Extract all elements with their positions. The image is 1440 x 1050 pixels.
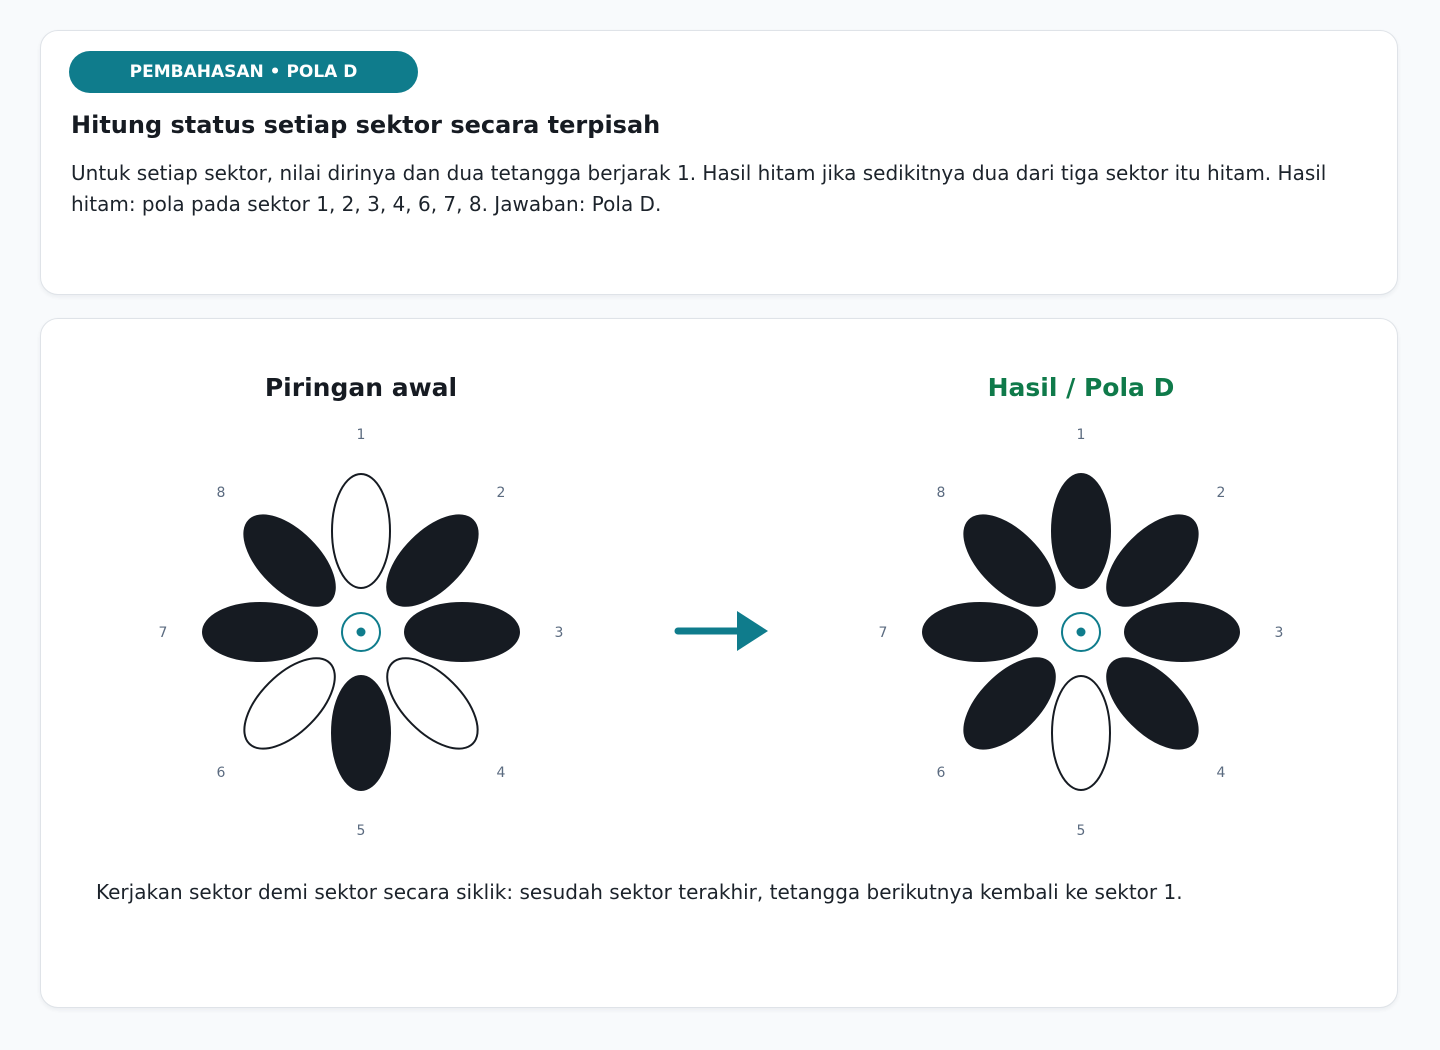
sector-3-label: 3 [1274, 625, 1284, 641]
section-badge: PEMBAHASAN • POLA D [69, 51, 418, 93]
right-arrow-icon [678, 611, 768, 651]
explanation-card [40, 30, 1398, 295]
sector-7-label: 7 [878, 625, 888, 641]
explanation-title: Hitung status setiap sektor secara terpisah [71, 111, 661, 139]
diagram-card [40, 318, 1398, 1008]
center-dot-icon [342, 613, 380, 651]
sector-5-label: 5 [1076, 823, 1086, 839]
sector-4-label: 4 [496, 765, 506, 782]
sector-5-label: 5 [356, 823, 366, 839]
explanation-text: Untuk setiap sektor, nilai dirinya dan dua tetangga berjarak 1. Hasil hitam jika sedikitnya dua dari tiga sektor itu hitam. Hasil hitam: pola pada sektor 1, 2, 3, 4, 6, 7, 8. Jawaban: Pola D. [71, 161, 1327, 216]
sector-3-label: 3 [554, 625, 564, 641]
sector-5-petal [332, 676, 390, 790]
sector-2-label: 2 [496, 484, 506, 501]
sector-7-label: 7 [158, 625, 168, 641]
sector-7-petal [203, 603, 317, 661]
center-dot-icon [1062, 613, 1100, 651]
sector-1-petal [1052, 474, 1110, 588]
disc-title: Piringan awal [264, 373, 458, 402]
sector-1-label: 1 [1076, 427, 1086, 443]
sector-2-label: 2 [1216, 484, 1226, 501]
sector-1-petal [332, 474, 390, 588]
sector-1-label: 1 [356, 427, 366, 443]
disc-initial [159, 373, 564, 839]
sector-7-petal [923, 603, 1037, 661]
sector-8-label: 8 [936, 484, 946, 501]
disc-title: Hasil / Pola D [987, 373, 1175, 402]
sector-3-petal [405, 603, 519, 661]
disc-result [879, 373, 1284, 839]
sector-8-label: 8 [216, 484, 226, 501]
sector-6-label: 6 [936, 765, 946, 782]
sector-5-petal [1052, 676, 1110, 790]
sector-3-petal [1125, 603, 1239, 661]
sector-4-label: 4 [1216, 765, 1226, 782]
footer-note: Kerjakan sektor demi sektor secara siklik: sesudah sektor terakhir, tetangga berikutnya kembali ke sektor 1. [96, 880, 1183, 904]
sector-6-label: 6 [216, 765, 226, 782]
